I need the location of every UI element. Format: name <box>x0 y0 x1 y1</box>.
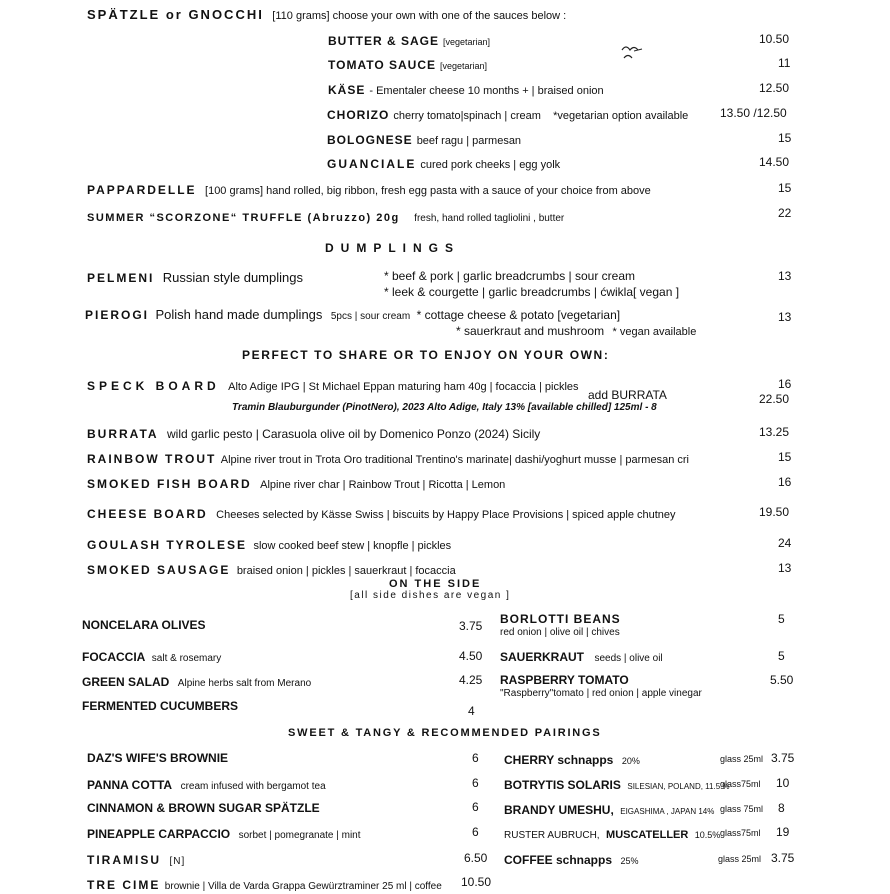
drink-ruster-price: 19 <box>776 825 790 839</box>
pierogi-option-1: * cottage cheese & potato [vegetarian] <box>416 308 621 322</box>
sauce-price: 12.50 <box>759 81 790 95</box>
pelmeni-row <box>87 269 303 287</box>
speck-price: 16 <box>778 377 792 391</box>
dessert-pannacotta-row <box>87 776 326 794</box>
drink-ruster-desc: 10.5% <box>694 830 721 840</box>
pierogi-price: 13 <box>778 310 792 324</box>
drink-cherry-desc: 20% <box>621 756 640 766</box>
dessert-spaetzle-price: 6 <box>472 800 479 814</box>
dessert-pineapple-desc: sorbet | pomegranate | mint <box>238 830 361 841</box>
side-focaccia-desc: salt & rosemary <box>151 653 222 664</box>
fish-price: 16 <box>778 475 792 489</box>
side-salad-name: GREEN SALAD <box>82 675 170 689</box>
pappardelle-price: 15 <box>778 181 792 195</box>
dessert-pannacotta-price: 6 <box>472 776 479 790</box>
dessert-tiramisu-desc: [N] <box>169 856 186 867</box>
trout-row <box>87 450 689 468</box>
sauce-row <box>328 32 490 50</box>
side-olives-price: 3.75 <box>459 619 483 633</box>
side-cucumbers-price: 4 <box>468 704 475 718</box>
fish-desc: Alpine river char | Rainbow Trout | Ricotta | Lemon <box>260 479 506 491</box>
dessert-brownie-price: 6 <box>472 751 479 765</box>
pappardelle-desc: [100 grams] hand rolled, big ribbon, fresh egg pasta with a sauce of your choice from above <box>205 185 651 197</box>
goulash-row <box>87 536 451 554</box>
spaetzle-desc: [110 grams] choose your own with one of the sauces below : <box>272 10 567 22</box>
dessert-pineapple-price: 6 <box>472 825 479 839</box>
side-salad-price: 4.25 <box>459 673 483 687</box>
spaetzle-title: SPÄTZLE or GNOCCHI <box>87 7 264 22</box>
dessert-trecime-desc: brownie | Villa de Varda Grappa Gewürztraminer 25 ml | coffee <box>164 881 442 892</box>
drink-umeshu-name: BRANDY UMESHU, <box>504 803 614 817</box>
drink-coffee-desc: 25% <box>620 856 639 866</box>
drink-coffee-name: COFFEE schnapps <box>504 853 613 867</box>
side-sauerkraut-price: 5 <box>778 649 785 663</box>
drink-umeshu-size: glass 75ml <box>720 804 764 814</box>
dessert-tiramisu-price: 6.50 <box>464 851 488 865</box>
sauce-desc: [vegetarian] <box>443 37 491 47</box>
dumplings-heading: DUMPLINGS <box>325 241 460 255</box>
sauce-row <box>327 106 688 124</box>
side-focaccia-price: 4.50 <box>459 649 483 663</box>
burrata-name: BURRATA <box>87 427 159 441</box>
truffle-name: SUMMER “SCORZONE“ TRUFFLE (Abruzzo) 20g <box>87 212 400 224</box>
trout-desc: Alpine river trout in Trota Oro traditional Trentino's marinate| dashi/yoghurt musse | parmesan cri <box>220 454 689 466</box>
spaetzle-header <box>87 6 566 24</box>
speck-desc: Alto Adige IPG | St Michael Eppan maturing ham 40g | focaccia | pickles <box>228 381 579 393</box>
drink-ruster-name2: MUSCATELLER <box>606 829 689 841</box>
dessert-pannacotta-desc: cream infused with bergamot tea <box>180 781 326 792</box>
pelmeni-option-1: * beef & pork | garlic breadcrumbs | sour cream <box>384 269 636 283</box>
pierogi-option-2b: * vegan available <box>612 326 697 338</box>
drink-cherry-row <box>504 751 640 769</box>
pierogi-option-2: * sauerkraut and mushroom <box>456 324 605 338</box>
dessert-tiramisu-row <box>87 851 185 869</box>
drink-umeshu-desc: EIGASHIMA , JAPAN 14% <box>620 807 715 816</box>
side-heading: ON THE SIDE <box>389 578 482 590</box>
goulash-price: 24 <box>778 536 792 550</box>
burrata-desc: wild garlic pesto | Carasuola olive oil by Domenico Ponzo (2024) Sicily <box>167 427 541 441</box>
side-focaccia-row <box>82 648 221 666</box>
fish-name: SMOKED FISH BOARD <box>87 477 252 491</box>
sausage-row <box>87 561 456 579</box>
side-borlotti-desc: red onion | olive oil | chives <box>500 627 620 638</box>
drink-cherry-name: CHERRY schnapps <box>504 753 614 767</box>
drink-botrytis-desc: SILESIAN, POLAND, 11.5 % <box>627 782 730 791</box>
drink-cherry-size: glass 25ml <box>720 754 764 764</box>
drink-botrytis-name: BOTRYTIS SOLARIS <box>504 778 621 792</box>
sauce-row <box>328 81 604 99</box>
pierogi-desc: Polish hand made dumplings <box>155 307 323 322</box>
side-sauerkraut-desc: seeds | olive oil <box>594 653 663 664</box>
drink-coffee-price: 3.75 <box>771 851 795 865</box>
speck-addon: add BURRATA <box>588 388 667 402</box>
cheese-name: CHEESE BOARD <box>87 507 208 521</box>
speck-name: SPECK BOARD <box>87 379 220 393</box>
burrata-row <box>87 425 540 443</box>
cheese-desc: Cheeses selected by Kässe Swiss | biscuits by Happy Place Provisions | spiced apple chutney <box>216 509 676 521</box>
pelmeni-price: 13 <box>778 269 792 283</box>
drink-coffee-size: glass 25ml <box>718 854 762 864</box>
goulash-name: GOULASH TYROLESE <box>87 538 248 552</box>
side-cucumbers-name: FERMENTED CUCUMBERS <box>82 699 238 713</box>
cheese-price: 19.50 <box>759 505 790 519</box>
cheese-row <box>87 505 676 523</box>
dessert-pineapple-name: PINEAPPLE CARPACCIO <box>87 827 231 841</box>
speck-wine: Tramin Blauburgunder (PinotNero), 2023 Alto Adige, Italy 13% [available chilled] 125ml - 8 <box>232 402 657 413</box>
bird-doodle-icon <box>620 42 646 64</box>
share-heading: PERFECT TO SHARE OR TO ENJOY ON YOUR OWN: <box>242 348 610 362</box>
side-borlotti-price: 5 <box>778 612 785 626</box>
side-salad-desc: Alpine herbs salt from Merano <box>177 678 312 689</box>
speck-row <box>87 377 579 395</box>
trout-price: 15 <box>778 450 792 464</box>
dessert-trecime-price: 10.50 <box>461 875 492 889</box>
drink-umeshu-price: 8 <box>778 801 785 815</box>
sweet-heading: SWEET & TANGY & RECOMMENDED PAIRINGS <box>288 727 602 739</box>
dessert-trecime-name: TRE CIME <box>87 878 161 892</box>
sauce-price: 11 <box>778 56 791 70</box>
side-sauerkraut-row <box>500 648 663 666</box>
side-focaccia-name: FOCACCIA <box>82 650 146 664</box>
side-borlotti-name: BORLOTTI BEANS <box>500 612 621 626</box>
pierogi-small: 5pcs | sour cream <box>330 311 411 322</box>
truffle-desc: fresh, hand rolled tagliolini , butter <box>414 213 565 224</box>
drink-ruster-row <box>504 825 720 843</box>
side-sauerkraut-name: SAUERKRAUT <box>500 650 584 664</box>
sauce-name: CHORIZO <box>327 108 390 122</box>
speck-addon-price: 22.50 <box>759 392 790 406</box>
pierogi-name: PIEROGI <box>85 308 150 322</box>
sauce-desc: - Ementaler cheese 10 months + | braised onion <box>369 85 604 97</box>
sauce-price: 14.50 <box>759 155 790 169</box>
sauce-price: 13.50 /12.50 <box>720 106 787 120</box>
sauce-price: 10.50 <box>759 32 790 46</box>
pelmeni-option-2: * leek & courgette | garlic breadcrumbs | ćwikla[ vegan ] <box>384 285 680 299</box>
sauce-name: BUTTER & SAGE <box>328 34 440 48</box>
side-salad-row <box>82 673 311 691</box>
sauce-desc: cured pork cheeks | egg yolk <box>420 159 561 171</box>
drink-cherry-price: 3.75 <box>771 751 795 765</box>
sauce-desc: beef ragu | parmesan <box>416 135 522 147</box>
side-subheading: [all side dishes are vegan ] <box>350 590 511 601</box>
goulash-desc: slow cooked beef stew | knopfle | pickles <box>253 540 452 552</box>
sauce-price: 15 <box>778 131 792 145</box>
sauce-desc: [vegetarian] <box>440 61 488 71</box>
pelmeni-desc: Russian style dumplings <box>162 270 303 285</box>
drink-botrytis-size: glass75ml <box>720 779 761 789</box>
dessert-tiramisu-name: TIRAMISU <box>87 853 161 867</box>
sauce-name: BOLOGNESE <box>327 133 413 147</box>
sausage-price: 13 <box>778 561 792 575</box>
sauce-row <box>327 131 521 149</box>
fish-row <box>87 475 505 493</box>
sauce-row <box>327 155 560 173</box>
dessert-brownie-name: DAZ'S WIFE'S BROWNIE <box>87 751 229 765</box>
sauce-name: TOMATO SAUCE <box>328 58 437 72</box>
pierogi-option-2-row <box>456 322 696 340</box>
drink-coffee-row <box>504 851 639 869</box>
pelmeni-name: PELMENI <box>87 271 155 285</box>
drink-botrytis-price: 10 <box>776 776 790 790</box>
trout-name: RAINBOW TROUT <box>87 452 217 466</box>
truffle-row <box>87 208 564 226</box>
sauce-desc: cherry tomato|spinach | cream *vegetarian option available <box>393 110 689 122</box>
side-olives-name: NONCELARA OLIVES <box>82 618 206 632</box>
truffle-price: 22 <box>778 206 792 220</box>
side-raspberry-desc: "Raspberry"tomato | red onion | apple vinegar <box>500 688 702 699</box>
drink-umeshu-row <box>504 801 714 819</box>
drink-botrytis-row <box>504 776 729 794</box>
drink-ruster-size: glass75ml <box>720 828 761 838</box>
dessert-trecime-row <box>87 876 442 894</box>
side-raspberry-price: 5.50 <box>770 673 794 687</box>
pappardelle-row <box>87 181 651 199</box>
sausage-desc: braised onion | pickles | sauerkraut | focaccia <box>236 565 456 577</box>
sauce-name: KÄSE <box>328 83 366 97</box>
dessert-spaetzle-name: CINNAMON & BROWN SUGAR SPÄTZLE <box>87 801 320 815</box>
pappardelle-name: PAPPARDELLE <box>87 183 197 197</box>
sauce-row <box>328 56 487 74</box>
sausage-name: SMOKED SAUSAGE <box>87 563 231 577</box>
sauce-name: GUANCIALE <box>327 157 417 171</box>
burrata-price: 13.25 <box>759 425 790 439</box>
drink-ruster-name: RUSTER AUBRUCH, <box>504 830 600 841</box>
side-raspberry-name: RASPBERRY TOMATO <box>500 673 629 687</box>
dessert-pannacotta-name: PANNA COTTA <box>87 778 173 792</box>
dessert-pineapple-row <box>87 825 361 843</box>
